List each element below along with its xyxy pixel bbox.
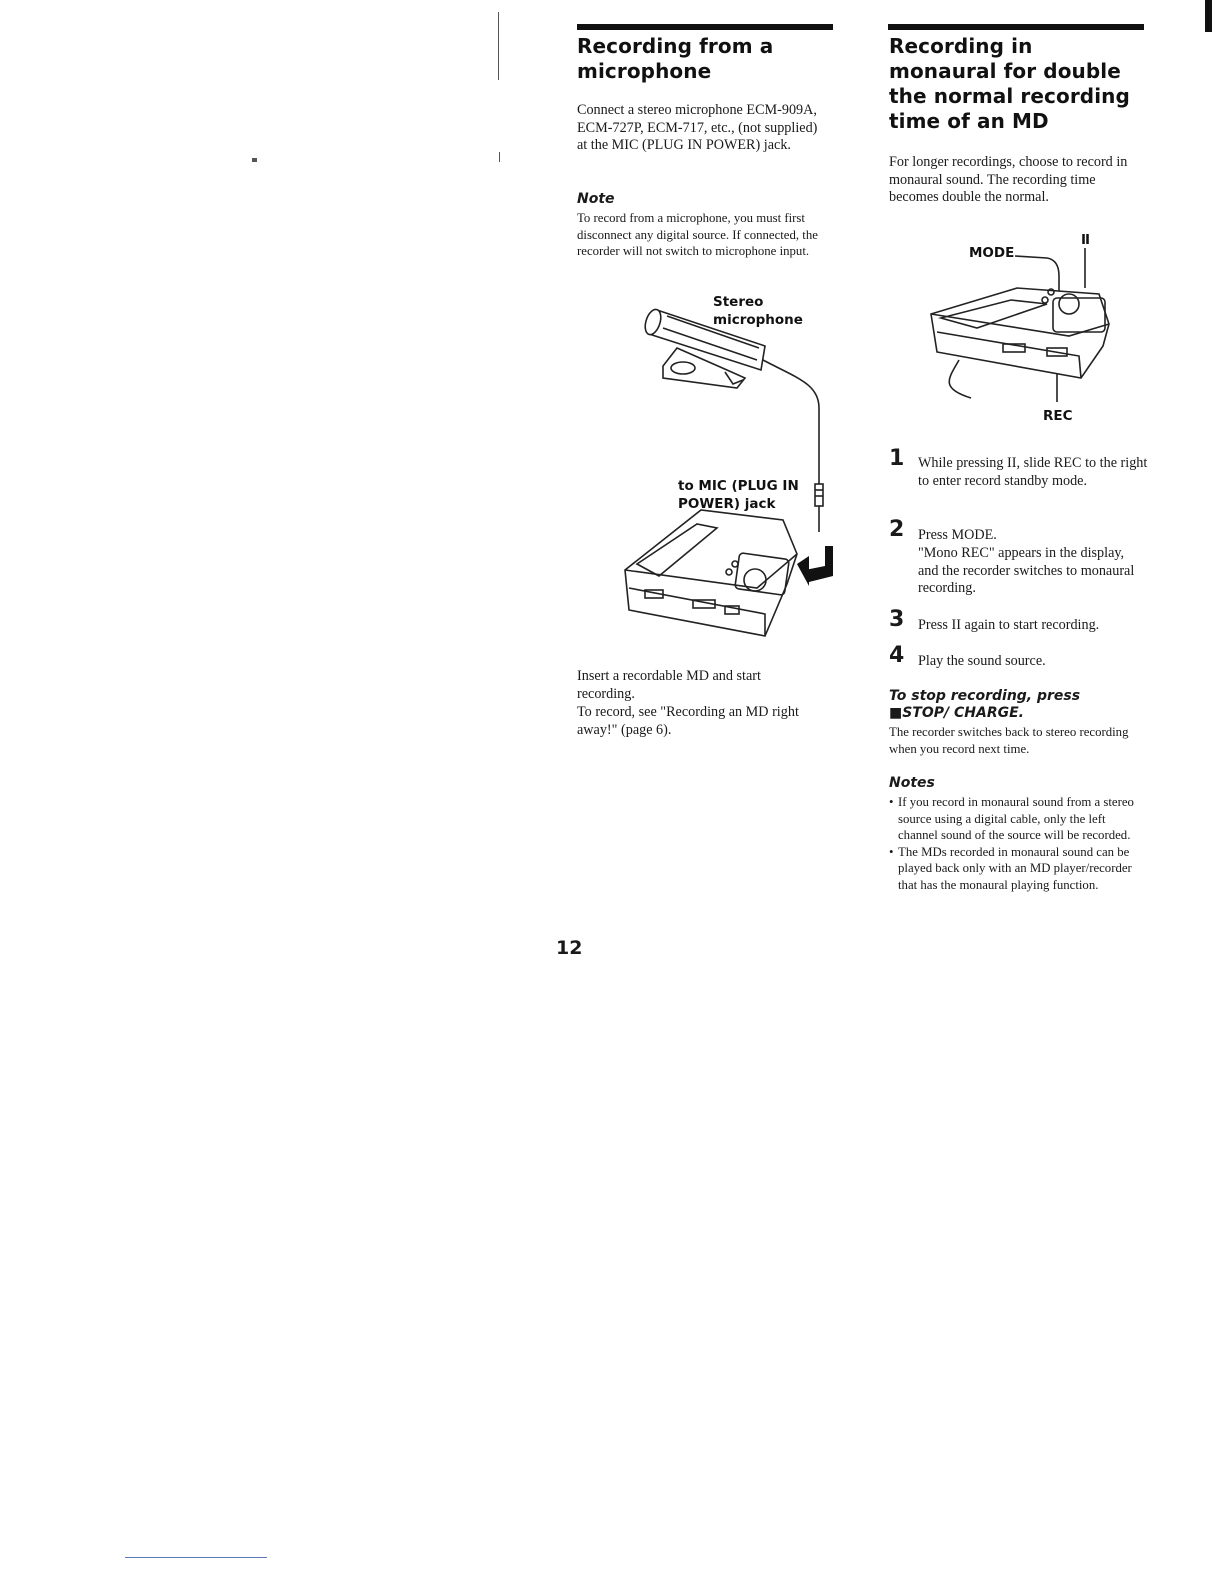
mic-jack-label-line2: POWER) jack: [678, 496, 776, 512]
step-text: Play the sound source.: [918, 653, 1046, 669]
right-section-rule: [888, 24, 1144, 30]
mono-recording-figure: [919, 228, 1149, 430]
scan-artifact-dot: [499, 152, 500, 162]
stereo-microphone-label-line2: microphone: [713, 312, 803, 328]
scan-artifact-line: [498, 12, 499, 80]
rec-switch-label: REC: [1043, 408, 1073, 424]
note-item: • The MDs recorded in monaural sound can be played back only with an MD player/recorder that has the monaural playing function.: [889, 844, 1145, 894]
microphone-recorder-illustration: [597, 288, 847, 648]
left-section-title: Recording from a microphone: [577, 34, 774, 83]
right-intro-text: For longer recordings, choose to record in monaural sound. The recording time becomes double the normal.: [889, 154, 1128, 205]
left-intro-text: Connect a stereo microphone ECM-909A, ECM-727P, ECM-717, etc., (not supplied) at the MIC (PLUG IN POWER) jack.: [577, 102, 818, 153]
step-number: 1: [889, 446, 905, 471]
notes-list: [889, 794, 1145, 893]
left-note-text: To record from a microphone, you must first disconnect any digital source. If connected, the recorder will not switch to microphone input.: [577, 211, 818, 258]
step-text: Press MODE.: [918, 527, 997, 543]
stereo-microphone-label-line1: Stereo: [713, 294, 764, 310]
recorder-mode-rec-illustration: [919, 228, 1149, 430]
step-number: 3: [889, 607, 905, 632]
bottom-link-underline: [125, 1557, 267, 1558]
left-note-heading: Note: [577, 191, 615, 207]
microphone-connection-figure: [597, 288, 847, 648]
notes-heading: Notes: [889, 775, 935, 791]
step-text: Press II again to start recording.: [918, 617, 1100, 633]
page-edge-tab-mark: [1205, 0, 1212, 32]
right-section-title: Recording in monaural for double the normal recording time of an MD: [889, 34, 1130, 133]
stop-recording-heading: To stop recording, press ■STOP/ CHARGE.: [889, 688, 1081, 721]
pause-button-label: II: [1081, 232, 1090, 248]
note-item: • If you record in monaural sound from a stereo source using a digital cable, only the left channel sound of the source will be recorded.: [889, 794, 1145, 844]
step-number: 4: [889, 643, 905, 668]
left-outro-text-1: Insert a recordable MD and start recording.: [577, 668, 761, 702]
stop-recording-text: The recorder switches back to stereo recording when you record next time.: [889, 725, 1129, 756]
scan-artifact-mark: [252, 158, 257, 162]
page-number: 12: [556, 937, 583, 959]
mic-jack-label-line1: to MIC (PLUG IN: [678, 478, 799, 494]
step-number: 2: [889, 517, 905, 542]
step-text-continued: "Mono REC" appears in the display, and the recorder switches to monaural recording.: [918, 545, 1135, 596]
mode-button-label: MODE: [969, 245, 1015, 261]
left-section-rule: [577, 24, 833, 30]
left-outro-text-2: To record, see "Recording an MD right away!" (page 6).: [577, 704, 799, 738]
step-text: While pressing II, slide REC to the right to enter record standby mode.: [918, 455, 1148, 489]
